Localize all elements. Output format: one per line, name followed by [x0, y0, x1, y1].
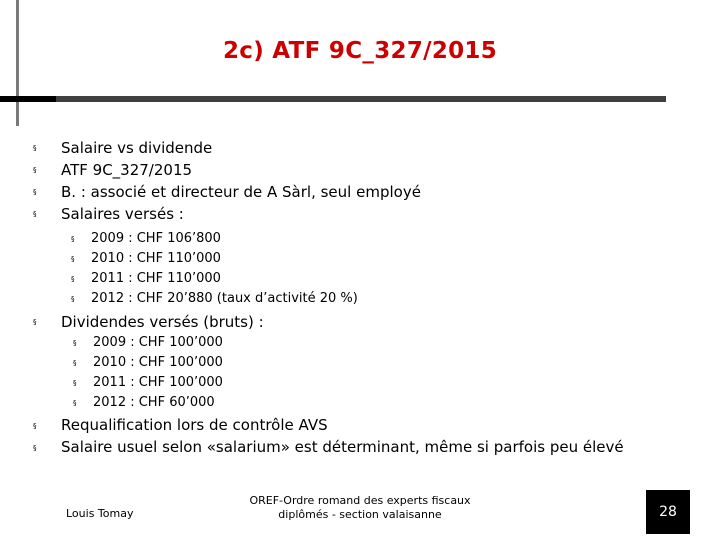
footer-organization-line1: OREF-Ordre romand des experts fiscaux [249, 494, 471, 507]
salary-item: 2011 : CHF 110’000 [91, 271, 221, 286]
bullet-icon: § [33, 444, 37, 452]
footer-author: Louis Tomay [66, 507, 134, 520]
page-number: 28 [659, 504, 677, 520]
salary-item: 2010 : CHF 110’000 [91, 251, 221, 266]
footer-organization [230, 494, 490, 522]
bullet-icon: § [71, 235, 75, 243]
bullet-icon: § [71, 255, 75, 263]
slide-title: 2c) ATF 9C_327/2015 [222, 38, 498, 64]
bullet-icon: § [33, 210, 37, 218]
conclusion-item: Salaire usuel selon «salarium» est déterminant, même si parfois peu élevé [61, 438, 624, 456]
salary-item: 2009 : CHF 106’800 [91, 231, 221, 246]
bullet-icon: § [33, 188, 37, 196]
conclusion-item: Requalification lors de contrôle AVS [61, 416, 328, 434]
dividends-heading: Dividendes versés (bruts) : [61, 313, 264, 331]
list-item: Salaires versés : [61, 205, 184, 223]
bullet-icon: § [73, 399, 77, 407]
list-item: B. : associé et directeur de A Sàrl, seul employé [61, 183, 421, 201]
bullet-icon: § [73, 379, 77, 387]
bullet-icon: § [33, 144, 37, 152]
bullet-icon: § [33, 422, 37, 430]
dividend-item: 2012 : CHF 60’000 [93, 395, 215, 410]
page-number-box [646, 490, 690, 534]
list-item: ATF 9C_327/2015 [61, 161, 193, 179]
bullet-icon: § [71, 275, 75, 283]
bullet-icon: § [73, 339, 77, 347]
bullet-icon: § [71, 295, 75, 303]
dividend-item: 2009 : CHF 100’000 [93, 335, 223, 350]
title-rule [0, 96, 666, 102]
bullet-icon: § [33, 318, 37, 326]
dividend-item: 2010 : CHF 100’000 [93, 355, 223, 370]
bullet-icon: § [33, 166, 37, 174]
list-item: Salaire vs dividende [61, 139, 213, 157]
bullet-icon: § [73, 359, 77, 367]
salary-item: 2012 : CHF 20’880 (taux d’activité 20 %) [91, 291, 358, 306]
title-rule-accent [0, 96, 56, 102]
dividend-item: 2011 : CHF 100’000 [93, 375, 223, 390]
footer-organization-line2: diplômés - section valaisanne [278, 508, 442, 521]
